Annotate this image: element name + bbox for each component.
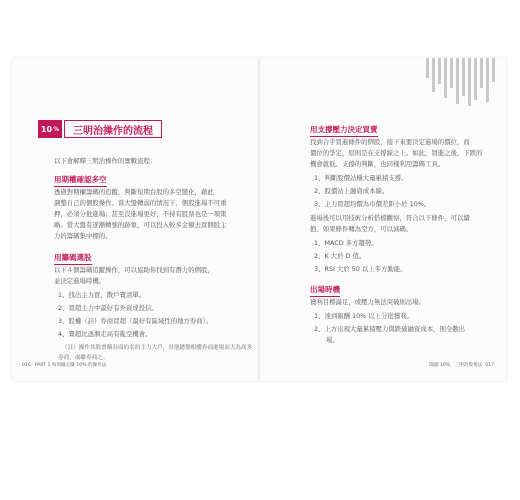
footnote-line: （註）操作其股票稱券商的名的主力大戶，其他總盤相體券商進場而大為高多: [62, 345, 253, 351]
intro-text: 以下會解釋三明治操作的實戰流程：: [54, 157, 157, 165]
list-item-continued: 場。: [326, 336, 339, 344]
section-heading-exit: 出場時機: [310, 284, 340, 297]
section-heading-stock-picking: 用籌碼選股: [54, 252, 92, 265]
paragraph-line: 機會就低。支撐的判斷，也同樣利用籌碼工具。: [310, 160, 445, 168]
paragraph-line: 價位的爭定，原則是在支撐線之上。如此，買進之後，下跌的: [310, 149, 483, 157]
paragraph-line: 抱。如果條件轉為空方，可以減碼。: [310, 225, 413, 233]
paragraph-line: 找到合乎買進條件的個股，接下來要決定進場的價位，而: [310, 138, 470, 146]
paragraph-line: 進場後可以用技術分析搭檔觀察，符合以下條件，可以續: [310, 214, 470, 222]
list-item: 1、MACD 多方趨勢。: [314, 239, 378, 247]
list-item: 2、買超主力中最好有外資或投信。: [58, 304, 158, 312]
list-item: 3、股權（註）券商買超（最好有區域性的地方券商）。: [58, 317, 213, 325]
list-item: 3、主力買超均價為市價差距小於 10%。: [314, 200, 431, 208]
page-number: 016: [22, 363, 31, 368]
running-footer: 閱讀 10%，三明治股要法: [429, 363, 483, 368]
paragraph-line: 調整自己的個股操作。當大盤轉弱的情況下，個股進場不可重: [54, 199, 227, 207]
list-item: 2、上方出現大量累積壓力與跌破融資成本，則全數出: [314, 325, 466, 333]
badge-unit: %: [53, 125, 60, 133]
chapter-badge: [38, 120, 62, 138]
paragraph-line: 力的籌碼集中標的。: [54, 232, 112, 240]
paragraph-line: 獲利目標滿足，或壓力無法突破則出場。: [310, 298, 426, 306]
decorative-bars: [424, 58, 504, 106]
paragraph-line: 並決定進場時機。: [54, 277, 106, 285]
section-heading-support: 用支撐壓力決定買賣: [310, 124, 378, 137]
paragraph-line: 略。當大盤有逐漸轉強的跡象，可以投入較多金額去買個股主: [54, 221, 227, 229]
list-item: 1、判斷股價站穩大量累積支撐。: [314, 174, 408, 182]
badge-number: 10: [40, 124, 53, 134]
chapter-title: 三明治操作的流程: [64, 120, 162, 138]
list-item: 1、達到報酬 10% 以上分批獲利。: [314, 312, 414, 320]
book-spine: [258, 58, 260, 381]
footnote-line: 券商，或雖券商之。: [58, 355, 109, 361]
list-item: 2、股價站上融資成本線。: [314, 187, 389, 195]
right-footer: [429, 362, 498, 368]
list-item: 1、找出主力買，散戶賣清單。: [58, 291, 146, 299]
paragraph-line: 透過對期權籌碼的追蹤，判斷短期台股的多空變化，藉此: [54, 188, 214, 196]
running-footer: PART 1 每周賺定賺 10% 的操作法: [34, 363, 107, 368]
paragraph-line: 押，必須分批進場；甚至沒進場更好，不持有股票也是一項策: [54, 210, 227, 218]
left-footer: [22, 362, 106, 368]
paragraph-line: 以下４個籌碼追蹤操作，可以協助你找到有潛力的個股，: [54, 266, 214, 274]
list-item: 4、賣超比逐漸走高有亂空機會。: [58, 330, 152, 338]
section-heading-options: 用期權確認多空: [54, 174, 107, 187]
list-item: 3、RSI 大於 50 以上多方動能。: [314, 265, 407, 273]
page-number: 017: [485, 363, 494, 368]
list-item: 2、K 大於 D 值。: [314, 252, 366, 260]
